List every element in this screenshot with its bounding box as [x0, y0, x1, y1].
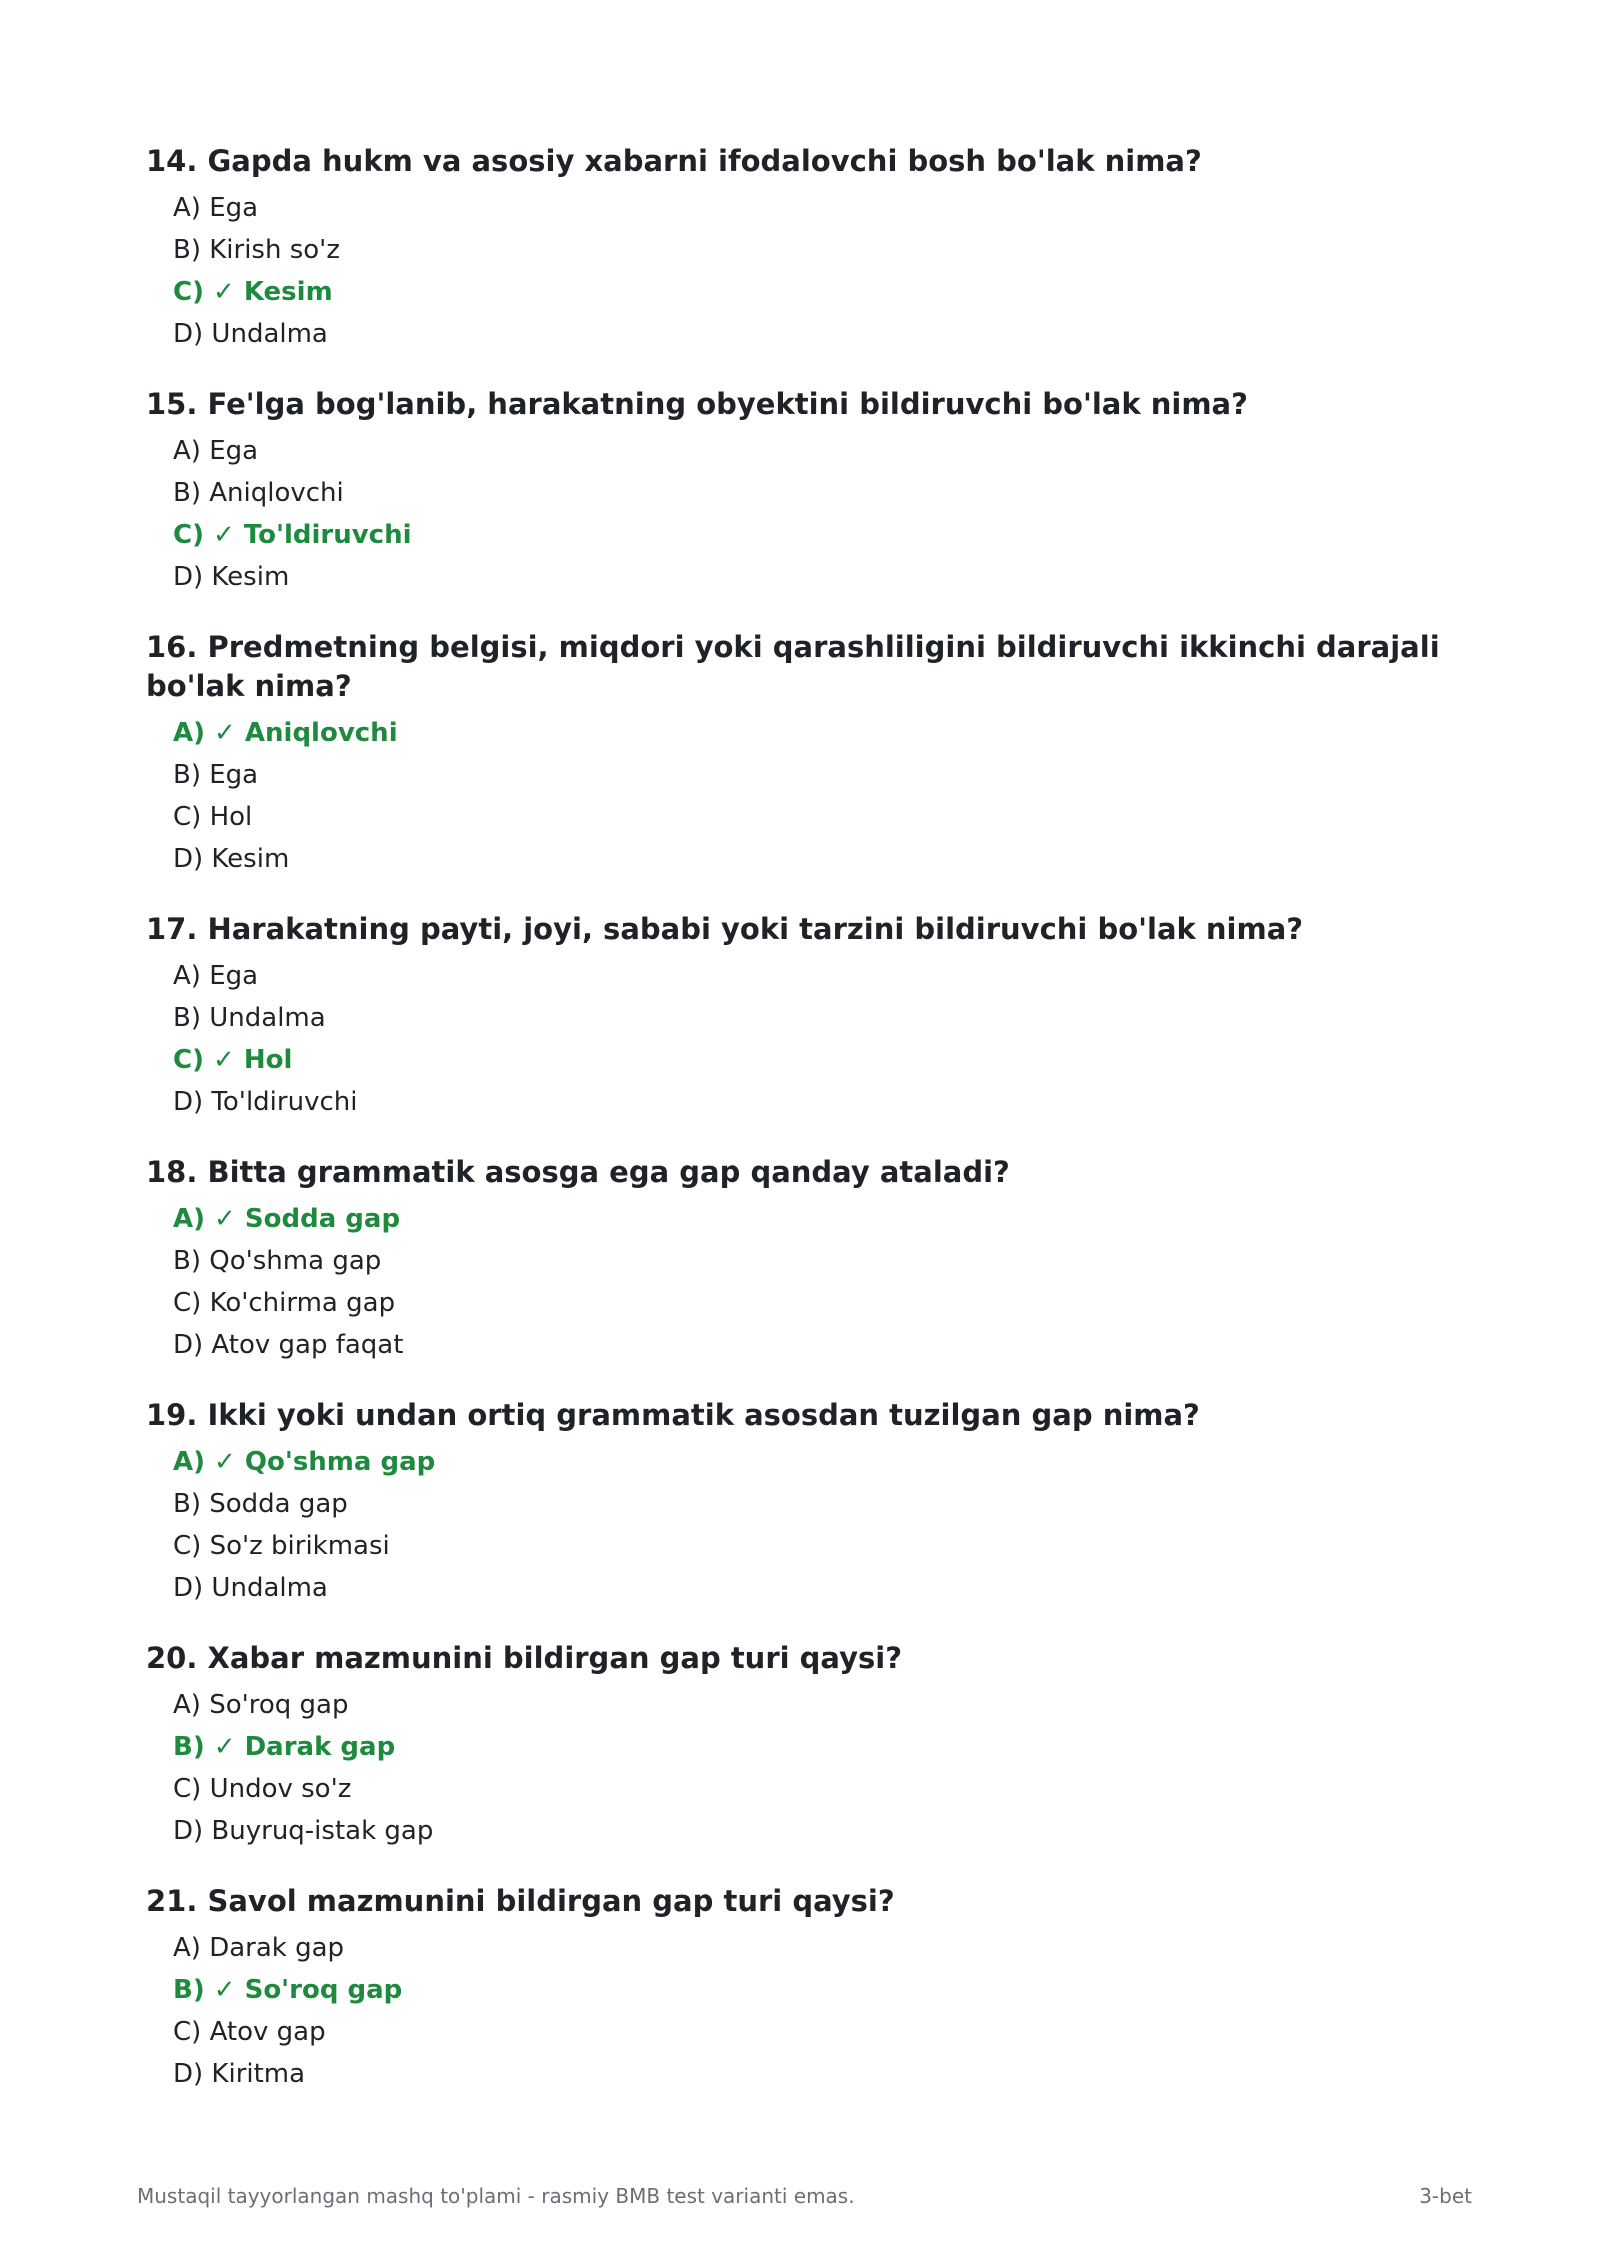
question-text: 17. Harakatning payti, joyi, sababi yoki tarzini bildiruvchi bo'lak nima? [146, 912, 1304, 946]
option-a: A) Darak gap [173, 1933, 345, 1963]
question-text: 21. Savol mazmunini bildirgan gap turi qaysi? [146, 1884, 895, 1918]
question-text: 15. Fe'lga bog'lanib, harakatning obyektini bildiruvchi bo'lak nima? [146, 387, 1248, 421]
option-b: B) Aniqlovchi [173, 478, 344, 508]
option-list [146, 1198, 1456, 1366]
question-21 [146, 1882, 1456, 2095]
option-a-correct: A) ✓ Aniqlovchi [173, 718, 398, 748]
page-number: 3-bet [1419, 2184, 1472, 2208]
option-d: D) Kiritma [173, 2059, 306, 2089]
option-list [146, 187, 1456, 355]
option-a: A) So'roq gap [173, 1690, 349, 1720]
option-b-correct: B) ✓ Darak gap [173, 1732, 396, 1762]
question-text: 20. Xabar mazmunini bildirgan gap turi qaysi? [146, 1641, 903, 1675]
option-list [146, 1927, 1456, 2095]
option-c: C) Hol [173, 802, 253, 832]
option-d: D) Atov gap faqat [173, 1330, 404, 1360]
question-text: 18. Bitta grammatik asosga ega gap qanday ataladi? [146, 1155, 1010, 1189]
option-c: C) Ko'chirma gap [173, 1288, 396, 1318]
option-a: A) Ega [173, 193, 259, 223]
question-list [146, 142, 1456, 2125]
question-16 [146, 628, 1456, 880]
option-c: C) Atov gap [173, 2017, 326, 2047]
option-c-correct: C) ✓ Kesim [173, 277, 333, 307]
option-d: D) Kesim [173, 562, 290, 592]
option-b: B) Kirish so'z [173, 235, 340, 265]
option-b: B) Sodda gap [173, 1489, 348, 1519]
question-18 [146, 1153, 1456, 1366]
option-d: D) Kesim [173, 844, 290, 874]
question-text: 19. Ikki yoki undan ortiq grammatik asosdan tuzilgan gap nima? [146, 1398, 1200, 1432]
option-c: C) Undov so'z [173, 1774, 352, 1804]
option-list [146, 955, 1456, 1123]
option-d: D) Undalma [173, 1573, 328, 1603]
question-20 [146, 1639, 1456, 1852]
question-text: 16. Predmetning belgisi, miqdori yoki qarashliligini bildiruvchi ikkinchi darajali bo'lak nima? [146, 630, 1440, 703]
question-14 [146, 142, 1456, 355]
option-b: B) Ega [173, 760, 259, 790]
option-a-correct: A) ✓ Qo'shma gap [173, 1447, 436, 1477]
option-list [146, 430, 1456, 598]
option-d: D) To'ldiruvchi [173, 1087, 358, 1117]
question-text: 14. Gapda hukm va asosiy xabarni ifodalovchi bosh bo'lak nima? [146, 144, 1202, 178]
footer-disclaimer: Mustaqil tayyorlangan mashq to'plami - rasmiy BMB test varianti emas. [137, 2184, 855, 2208]
option-list [146, 1684, 1456, 1852]
option-c: C) So'z birikmasi [173, 1531, 390, 1561]
question-15 [146, 385, 1456, 598]
option-d: D) Buyruq-istak gap [173, 1816, 434, 1846]
option-list [146, 1441, 1456, 1609]
option-a: A) Ega [173, 436, 259, 466]
question-17 [146, 910, 1456, 1123]
option-a: A) Ega [173, 961, 259, 991]
option-c-correct: C) ✓ To'ldiruvchi [173, 520, 412, 550]
option-b: B) Undalma [173, 1003, 326, 1033]
option-c-correct: C) ✓ Hol [173, 1045, 293, 1075]
option-a-correct: A) ✓ Sodda gap [173, 1204, 401, 1234]
option-d: D) Undalma [173, 319, 328, 349]
option-list [146, 712, 1456, 880]
question-19 [146, 1396, 1456, 1609]
option-b: B) Qo'shma gap [173, 1246, 382, 1276]
option-b-correct: B) ✓ So'roq gap [173, 1975, 403, 2005]
